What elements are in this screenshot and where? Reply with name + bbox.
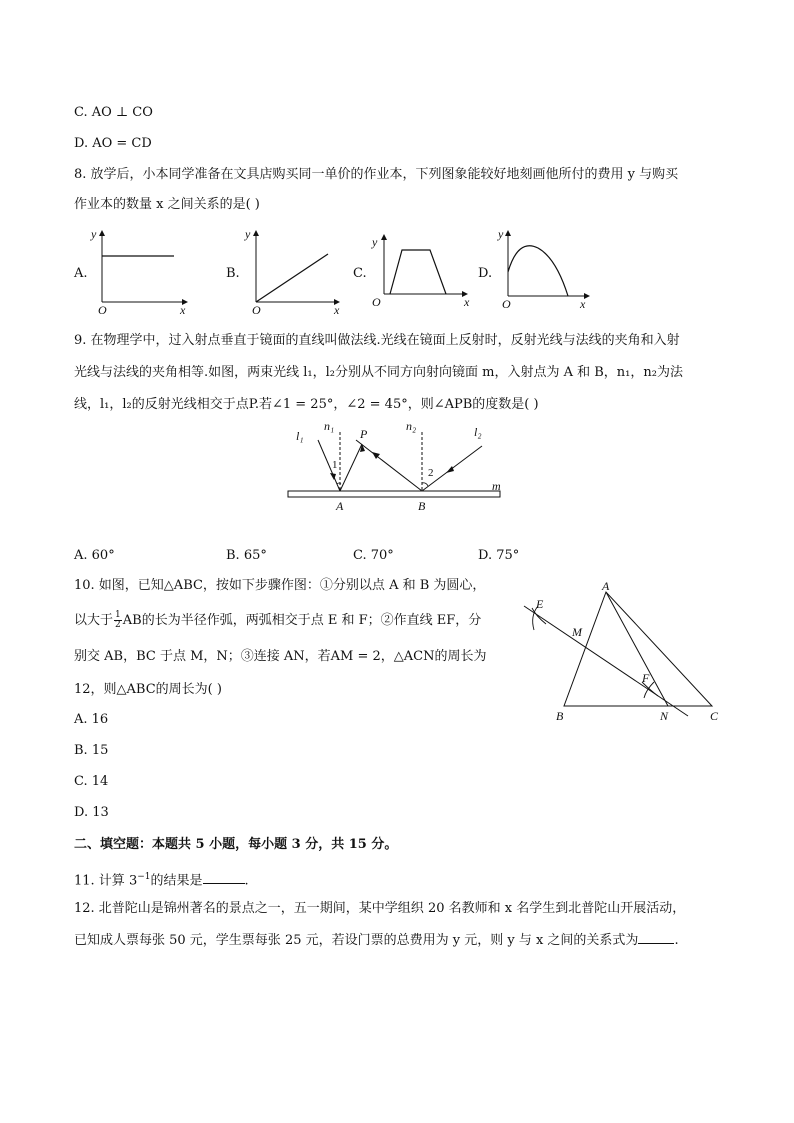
- q10-text-line1: 10. 如图，已知△ABC，按如下步骤作图：①分别以点 A 和 B 为圆心，: [74, 578, 486, 593]
- q8-graph-c-y-label: y: [372, 235, 378, 249]
- q10-option-a: A. 16: [74, 712, 109, 727]
- q12-text-line2: [74, 932, 679, 950]
- q8-graph-d: [492, 226, 602, 318]
- q8-graph-d-origin: O: [502, 297, 511, 311]
- q9-mirror-m: [288, 491, 500, 497]
- q12-end: .: [674, 933, 679, 948]
- q10-label-n: N: [660, 709, 669, 723]
- q8-graph-c-curve: [390, 250, 446, 294]
- q9-option-b: B. 65°: [226, 548, 267, 563]
- q10-option-d: D. 13: [74, 805, 109, 820]
- q11-answer-blank[interactable]: [203, 883, 245, 884]
- q11-exponent: −1: [137, 872, 151, 882]
- q7-option-d: D. AO = CD: [74, 136, 152, 151]
- q8-graph-c-x-label: x: [464, 295, 470, 309]
- q10-label-a: A: [602, 579, 610, 593]
- q9-label-angle1: 1: [332, 459, 338, 471]
- q9-mirror-figure: [286, 418, 508, 516]
- q9-text-line2: 光线与法线的夹角相等.如图，两束光线 l₁，l₂分别从不同方向射向镜面 m，入射点为 A 和 B，n₁，n₂为法: [74, 365, 683, 380]
- section-2-heading: 二、填空题：本题共 5 小题，每小题 3 分，共 15 分。: [74, 837, 398, 852]
- q9-label-l1: l₁: [296, 429, 304, 443]
- q8-graph-b-curve: [256, 254, 328, 302]
- q10-text-line4: 12，则△ABC的周长为( ): [74, 682, 222, 697]
- q11-text: [74, 868, 249, 890]
- q10-text-line3: 别交 AB，BC 于点 M，N；③连接 AN，若AM = 2，△ACN的周长为: [74, 649, 487, 664]
- q9-option-a: A. 60°: [74, 548, 115, 563]
- q8-graph-d-y-label: y: [498, 227, 504, 241]
- q8-graph-a: [88, 226, 198, 318]
- q11-end: .: [244, 873, 249, 889]
- q10-label-f: F: [642, 671, 650, 685]
- q10-option-b: B. 15: [74, 743, 109, 758]
- q10-label-b: B: [556, 709, 564, 723]
- q8-option-b-label: B.: [226, 266, 240, 281]
- q9-ray-ap: [340, 444, 362, 491]
- q11-pre: 11. 计算 3: [74, 873, 138, 889]
- q8-graph-c: [366, 226, 476, 318]
- q10-triangle-abc: [564, 592, 712, 706]
- q8-graph-a-origin: O: [98, 303, 107, 317]
- q7-option-c: C. AO ⊥ CO: [74, 105, 153, 120]
- q8-graph-a-y-label: y: [91, 227, 97, 241]
- q8-text-line2: 作业本的数量 x 之间关系的是( ): [74, 197, 260, 212]
- q9-text-line1: 9. 在物理学中，过入射点垂直于镜面的直线叫做法线.光线在镜面上反射时，反射光线与法线的夹角和入射: [74, 333, 680, 348]
- q9-label-m: m: [492, 479, 501, 493]
- q9-option-c: C. 70°: [353, 548, 394, 563]
- q10-line2-post: AB的长为半径作弧，两弧相交于点 E 和 F；②作直线 EF，分: [122, 613, 482, 628]
- q12-text-line1: 12. 北普陀山是锦州著名的景点之一，五一期间，某中学组织 20 名教师和 x 名学生到北普陀山开展活动，: [74, 901, 686, 916]
- q9-text-line3: 线，l₁，l₂的反射光线相交于点P.若∠1 = 25°，∠2 = 45°，则∠APB的度数是( ): [74, 397, 539, 412]
- q10-text-line2: [74, 611, 481, 630]
- q8-graph-b: [240, 226, 350, 318]
- q8-graph-d-x-label: x: [580, 297, 586, 311]
- q8-graph-b-y-label: y: [245, 227, 251, 241]
- q9-label-l2: l₂: [474, 425, 482, 439]
- q10-label-m: M: [572, 625, 582, 639]
- q9-label-p: P: [360, 427, 368, 441]
- q12-line2-text: 已知成人票每张 50 元，学生票每张 25 元，若设门票的总费用为 y 元，则 y 与 x 之间的关系式为: [74, 933, 639, 948]
- q10-triangle-figure: [516, 578, 726, 728]
- q12-answer-blank[interactable]: [638, 943, 674, 944]
- q8-graph-b-x-label: x: [334, 303, 340, 317]
- q8-text-line1: 8. 放学后，小本同学准备在文具店购买同一单价的作业本，下列图象能较好地刻画他所付的费用 y 与购买: [74, 167, 679, 182]
- q10-fraction-half: $\frac{1}{2}$: [115, 610, 121, 630]
- q8-graph-b-origin: O: [252, 303, 261, 317]
- q9-label-n2: n₂: [406, 419, 417, 433]
- q9-label-n1: n₁: [324, 419, 335, 433]
- q9-label-b: B: [418, 499, 426, 513]
- q9-ray-bp: [356, 440, 422, 491]
- q8-graph-a-x-label: x: [180, 303, 186, 317]
- q8-option-c-label: C.: [353, 266, 367, 281]
- q8-option-a-label: A.: [74, 266, 88, 281]
- q10-label-c: C: [710, 709, 719, 723]
- q10-line2-pre: 以大于: [74, 613, 114, 628]
- q9-label-angle2: 2: [428, 467, 434, 479]
- q8-graph-d-curve: [508, 246, 568, 296]
- q9-option-d: D. 75°: [478, 548, 520, 563]
- q8-graph-c-origin: O: [372, 295, 381, 309]
- q11-post: 的结果是: [150, 873, 203, 889]
- q9-label-a: A: [336, 499, 344, 513]
- q8-option-d-label: D.: [478, 266, 493, 281]
- q10-option-c: C. 14: [74, 774, 109, 789]
- q10-line-ef: [524, 606, 688, 716]
- q10-label-e: E: [536, 597, 544, 611]
